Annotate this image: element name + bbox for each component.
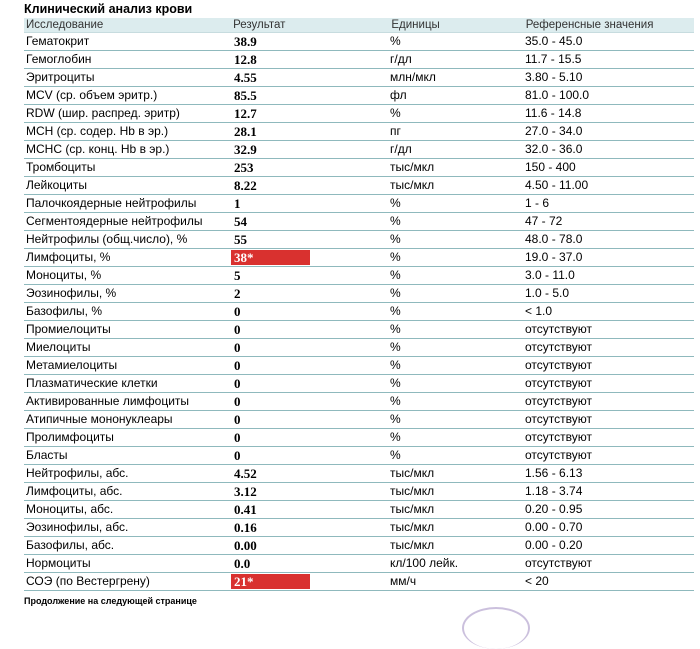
test-name: Лимфоциты, абс. <box>26 484 123 498</box>
reference-cell: 0.00 - 0.70 <box>525 520 583 534</box>
table-row <box>24 51 694 69</box>
result-value: 0 <box>234 376 241 391</box>
reference-cell: 1.0 - 5.0 <box>525 286 570 300</box>
table-header <box>24 18 694 33</box>
unit-cell: % <box>390 214 401 228</box>
header-reference: Референсные значения <box>525 19 654 31</box>
table-row <box>24 537 694 555</box>
result-cell <box>231 303 390 320</box>
test-name: RDW (шир. распред. эритр) <box>26 106 180 120</box>
table-row <box>24 393 694 411</box>
test-name: Нейтрофилы, абс. <box>26 466 129 480</box>
result-value: 12.8 <box>234 52 257 67</box>
unit-cell: % <box>390 286 401 300</box>
table-row <box>24 501 694 519</box>
test-name: Миелоциты <box>26 340 91 354</box>
test-name: Тромбоциты <box>26 160 96 174</box>
reference-cell: 4.50 - 11.00 <box>525 178 589 192</box>
table-row <box>24 555 694 573</box>
result-value: 253 <box>234 160 254 175</box>
test-name: MCH (ср. содер. Hb в эр.) <box>26 124 169 138</box>
unit-cell: % <box>390 250 401 264</box>
unit-cell: % <box>390 448 401 462</box>
header-result: Результат <box>233 19 286 31</box>
unit-cell: % <box>390 34 401 48</box>
test-name: Эозинофилы, % <box>26 286 117 300</box>
result-cell <box>231 141 390 158</box>
reference-cell: 1.18 - 3.74 <box>525 484 583 498</box>
reference-cell: 0.20 - 0.95 <box>525 502 583 516</box>
result-cell <box>231 159 390 176</box>
reference-cell: отсутствуют <box>525 448 592 462</box>
result-cell <box>231 375 390 392</box>
unit-cell: % <box>390 430 401 444</box>
reference-cell: отсутствуют <box>525 430 592 444</box>
table-row <box>24 375 694 393</box>
result-value: 3.12 <box>234 484 257 499</box>
result-value: 0.0 <box>234 556 251 571</box>
reference-cell: 3.0 - 11.0 <box>525 268 575 282</box>
result-cell <box>231 69 390 86</box>
table-row <box>24 231 694 249</box>
result-cell <box>231 339 390 356</box>
reference-cell: 48.0 - 78.0 <box>525 232 583 246</box>
table-row <box>24 411 694 429</box>
table-row <box>24 303 694 321</box>
test-name: Бласты <box>26 448 68 462</box>
result-value: 28.1 <box>234 124 257 139</box>
result-value: 0 <box>234 412 241 427</box>
result-value: 4.55 <box>234 70 257 85</box>
table-row <box>24 123 694 141</box>
table-row <box>24 483 694 501</box>
reference-cell: 0.00 - 0.20 <box>525 538 583 552</box>
result-value: 8.22 <box>234 178 257 193</box>
result-cell <box>231 33 390 50</box>
unit-cell: % <box>390 268 401 282</box>
test-name: MCHC (ср. конц. Hb в эр.) <box>26 142 170 156</box>
unit-cell: тыс/мкл <box>390 484 435 498</box>
unit-cell: % <box>390 376 401 390</box>
test-name: Моноциты, абс. <box>26 502 114 516</box>
unit-cell: тыс/мкл <box>390 178 435 192</box>
result-value: 0 <box>234 322 241 337</box>
reference-cell: отсутствуют <box>525 322 592 336</box>
result-cell <box>231 465 390 482</box>
reference-cell: отсутствуют <box>525 556 592 570</box>
result-cell <box>231 231 390 248</box>
table-row <box>24 573 694 591</box>
result-cell <box>231 195 390 212</box>
reference-cell: 32.0 - 36.0 <box>525 142 583 156</box>
table-row <box>24 141 694 159</box>
reference-cell: 3.80 - 5.10 <box>525 70 583 84</box>
reference-cell: 1.56 - 6.13 <box>525 466 583 480</box>
table-row <box>24 69 694 87</box>
unit-cell: % <box>390 304 401 318</box>
test-name: Базофилы, % <box>26 304 102 318</box>
test-name: Гемоглобин <box>26 52 92 66</box>
test-name: Плазматические клетки <box>26 376 158 390</box>
unit-cell: % <box>390 232 401 246</box>
result-value: 2 <box>234 286 241 301</box>
reference-cell: 1 - 6 <box>525 196 550 210</box>
result-value: 0 <box>234 430 241 445</box>
result-value: 85.5 <box>234 88 257 103</box>
unit-cell: млн/мкл <box>390 70 436 84</box>
table-row <box>24 249 694 267</box>
table-row <box>24 33 694 51</box>
result-value: 5 <box>234 268 241 283</box>
reference-cell: 35.0 - 45.0 <box>525 34 583 48</box>
unit-cell: пг <box>390 124 401 138</box>
result-cell <box>231 393 390 410</box>
result-cell <box>231 519 390 536</box>
result-value: 38.9 <box>234 34 257 49</box>
result-cell <box>231 267 390 284</box>
unit-cell: тыс/мкл <box>390 520 435 534</box>
reference-cell: 11.7 - 15.5 <box>525 52 582 66</box>
test-name: Моноциты, % <box>26 268 102 282</box>
unit-cell: г/дл <box>390 52 412 66</box>
table-row <box>24 465 694 483</box>
test-name: Палочкоядерные нейтрофилы <box>26 196 197 210</box>
reference-cell: отсутствуют <box>525 358 592 372</box>
test-name: Нормоциты <box>26 556 91 570</box>
table-row <box>24 87 694 105</box>
test-name: Атипичные мононуклеары <box>26 412 173 426</box>
result-cell <box>231 123 390 140</box>
result-value-abnormal: 21* <box>231 574 310 589</box>
result-cell <box>231 177 390 194</box>
result-value: 0 <box>234 448 241 463</box>
table-row <box>24 213 694 231</box>
unit-cell: % <box>390 322 401 336</box>
reference-cell: отсутствуют <box>525 412 592 426</box>
table-row <box>24 339 694 357</box>
test-name: MCV (ср. объем эритр.) <box>26 88 158 102</box>
test-name: Гематокрит <box>26 34 90 48</box>
test-name: Активированные лимфоциты <box>26 394 190 408</box>
result-cell <box>231 555 390 572</box>
unit-cell: тыс/мкл <box>390 538 435 552</box>
result-cell <box>231 537 390 554</box>
reference-cell: 19.0 - 37.0 <box>525 250 583 264</box>
test-name: Нейтрофилы (общ.число), % <box>26 232 188 246</box>
reference-cell: 81.0 - 100.0 <box>525 88 590 102</box>
unit-cell: тыс/мкл <box>390 466 435 480</box>
unit-cell: % <box>390 340 401 354</box>
result-cell <box>231 501 390 518</box>
table-row <box>24 429 694 447</box>
result-cell <box>231 105 390 122</box>
table-row <box>24 447 694 465</box>
table-row <box>24 285 694 303</box>
unit-cell: % <box>390 196 401 210</box>
result-value: 4.52 <box>234 466 257 481</box>
unit-cell: % <box>390 412 401 426</box>
reference-cell: < 20 <box>525 574 549 588</box>
table-row <box>24 267 694 285</box>
result-value: 0 <box>234 394 241 409</box>
table-row <box>24 177 694 195</box>
result-cell <box>231 429 390 446</box>
test-name: Метамиелоциты <box>26 358 118 372</box>
stamp-seal <box>462 607 530 649</box>
result-cell <box>231 213 390 230</box>
result-value: 1 <box>234 196 241 211</box>
result-value: 55 <box>234 232 247 247</box>
test-name: Эозинофилы, абс. <box>26 520 129 534</box>
result-cell <box>231 573 390 590</box>
table-row <box>24 357 694 375</box>
table-body <box>24 33 694 591</box>
header-test: Исследование <box>26 19 104 31</box>
unit-cell: фл <box>390 88 407 102</box>
result-value: 12.7 <box>234 106 257 121</box>
test-name: Лейкоциты <box>26 178 88 192</box>
result-value: 54 <box>234 214 247 229</box>
result-cell <box>231 285 390 302</box>
unit-cell: мм/ч <box>390 574 417 588</box>
header-units: Единицы <box>391 19 440 31</box>
result-cell <box>231 249 390 266</box>
report-title: Клинический анализ крови <box>24 2 193 16</box>
result-value: 0 <box>234 304 241 319</box>
test-name: Промиелоциты <box>26 322 111 336</box>
result-cell <box>231 51 390 68</box>
reference-cell: 150 - 400 <box>525 160 576 174</box>
continuation-note: Продолжение на следующей странице <box>24 596 197 606</box>
test-name: Пролимфоциты <box>26 430 114 444</box>
result-cell <box>231 321 390 338</box>
unit-cell: тыс/мкл <box>390 160 435 174</box>
result-value: 0.00 <box>234 538 257 553</box>
reference-cell: отсутствуют <box>525 394 592 408</box>
unit-cell: % <box>390 394 401 408</box>
result-value: 32.9 <box>234 142 257 157</box>
reference-cell: 47 - 72 <box>525 214 563 228</box>
reference-cell: отсутствуют <box>525 340 592 354</box>
result-value: 0.41 <box>234 502 257 517</box>
results-table <box>24 18 694 591</box>
unit-cell: кл/100 лейк. <box>390 556 459 570</box>
unit-cell: тыс/мкл <box>390 502 435 516</box>
table-row <box>24 105 694 123</box>
test-name: Сегментоядерные нейтрофилы <box>26 214 203 228</box>
reference-cell: < 1.0 <box>525 304 553 318</box>
table-row <box>24 321 694 339</box>
result-cell <box>231 411 390 428</box>
table-row <box>24 519 694 537</box>
test-name: Лимфоциты, % <box>26 250 111 264</box>
table-row <box>24 195 694 213</box>
test-name: СОЭ (по Вестергрену) <box>26 574 150 588</box>
unit-cell: % <box>390 358 401 372</box>
table-row <box>24 159 694 177</box>
result-cell <box>231 483 390 500</box>
result-cell <box>231 87 390 104</box>
result-cell <box>231 447 390 464</box>
reference-cell: 27.0 - 34.0 <box>525 124 583 138</box>
result-value-abnormal: 38* <box>231 250 310 265</box>
unit-cell: г/дл <box>390 142 412 156</box>
test-name: Базофилы, абс. <box>26 538 115 552</box>
result-cell <box>231 357 390 374</box>
result-value: 0 <box>234 340 241 355</box>
result-value: 0.16 <box>234 520 257 535</box>
reference-cell: отсутствуют <box>525 376 592 390</box>
test-name: Эритроциты <box>26 70 95 84</box>
result-value: 0 <box>234 358 241 373</box>
reference-cell: 11.6 - 14.8 <box>525 106 582 120</box>
unit-cell: % <box>390 106 401 120</box>
